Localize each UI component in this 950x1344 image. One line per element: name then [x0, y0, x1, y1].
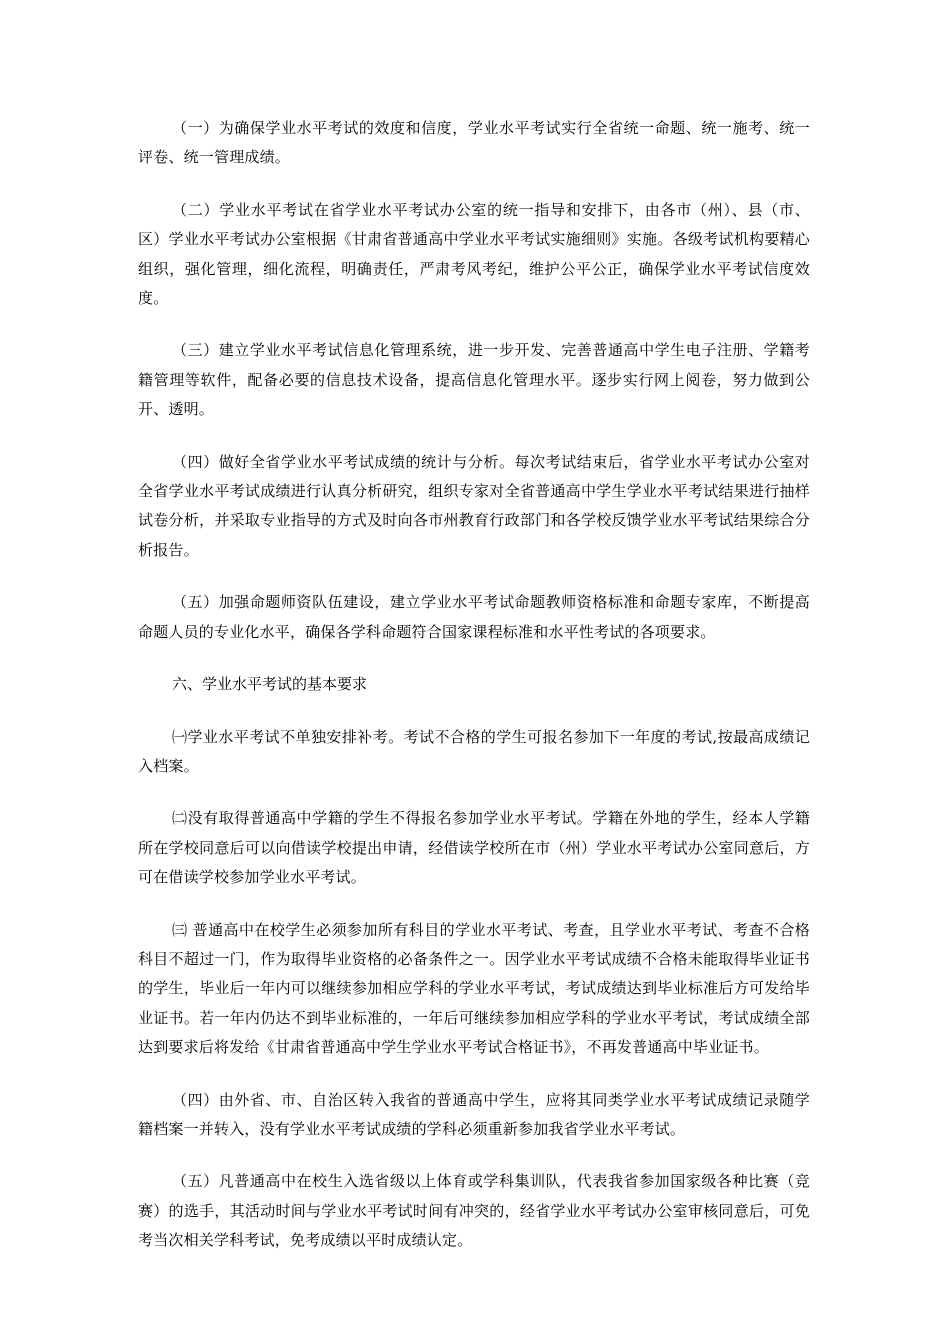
- paragraph-5: （五）加强命题师资队伍建设，建立学业水平考试命题教师资格标准和命题专家库，不断提高命题人员的专业化水平，确保各学科命题符合国家课程标准和水平性考试的各项要求。: [138, 593, 810, 641]
- paragraph-2: （二）学业水平考试在省学业水平考试办公室的统一指导和安排下，由各市（州）、县（市、区）学业水平考试办公室根据《甘肃省普通高中学业水平考试实施细则》实施。各级考试机构要精心组织，强化管理，细化流程，明确责任，严肃考风考纪，维护公平公正，确保学业水平考试信度效度。: [138, 200, 810, 308]
- document-body: [138, 114, 810, 1279]
- requirement-3: ㈢ 普通高中在校学生必须参加所有科目的学业水平考试、考查，且学业水平考试、考查不合格科目不超过一门，作为取得毕业资格的必备条件之一。因学业水平考试成绩不合格未能取得毕业证书的学生，毕业后一年内可以继续参加相应学科的学业水平考试，考试成绩达到毕业标准后方可发给毕业证书。若一年内仍达不到毕业标准的，一年后可继续参加相应学科的学业水平考试，考试成绩全部达到要求后将发给《甘肃省普通高中学生学业水平考试合格证书》，不再发普通高中毕业证书。: [138, 920, 810, 1057]
- requirement-1: ㈠学业水平考试不单独安排补考。考试不合格的学生可报名参加下一年度的考试,按最高成绩记入档案。: [138, 727, 810, 775]
- section-heading: 六、学业水平考试的基本要求: [172, 675, 368, 694]
- paragraph-3: （三）建立学业水平考试信息化管理系统，进一步开发、完善普通高中学生电子注册、学籍考籍管理等软件，配备必要的信息技术设备，提高信息化管理水平。逐步实行网上阅卷，努力做到公开、透明。: [138, 341, 810, 419]
- requirement-2: ㈡没有取得普通高中学籍的学生不得报名参加学业水平考试。学籍在外地的学生，经本人学籍所在学校同意后可以向借读学校提出申请，经借读学校所在市（州）学业水平考试办公室同意后，方可在借读学校参加学业水平考试。: [138, 809, 810, 887]
- requirement-4: （四）由外省、市、自治区转入我省的普通高中学生，应将其同类学业水平考试成绩记录随学籍档案一并转入，没有学业水平考试成绩的学科必须重新参加我省学业水平考试。: [138, 1090, 810, 1138]
- paragraph-1: （一）为确保学业水平考试的效度和信度，学业水平考试实行全省统一命题、统一施考、统一评卷、统一管理成绩。: [138, 119, 810, 167]
- requirement-5: （五）凡普通高中在校生入选省级以上体育或学科集训队，代表我省参加国家级各种比赛（竞赛）的选手，其活动时间与学业水平考试时间有冲突的，经省学业水平考试办公室审核同意后，可免考当次相关学科考试，免考成绩以平时成绩认定。: [138, 1172, 810, 1250]
- paragraph-4: （四）做好全省学业水平考试成绩的统计与分析。每次考试结束后，省学业水平考试办公室对全省学业水平考试成绩进行认真分析研究，组织专家对全省普通高中学生学业水平考试结果进行抽样试卷分析，并采取专业指导的方式及时向各市州教育行政部门和各学校反馈学业水平考试结果综合分析报告。: [138, 452, 810, 559]
